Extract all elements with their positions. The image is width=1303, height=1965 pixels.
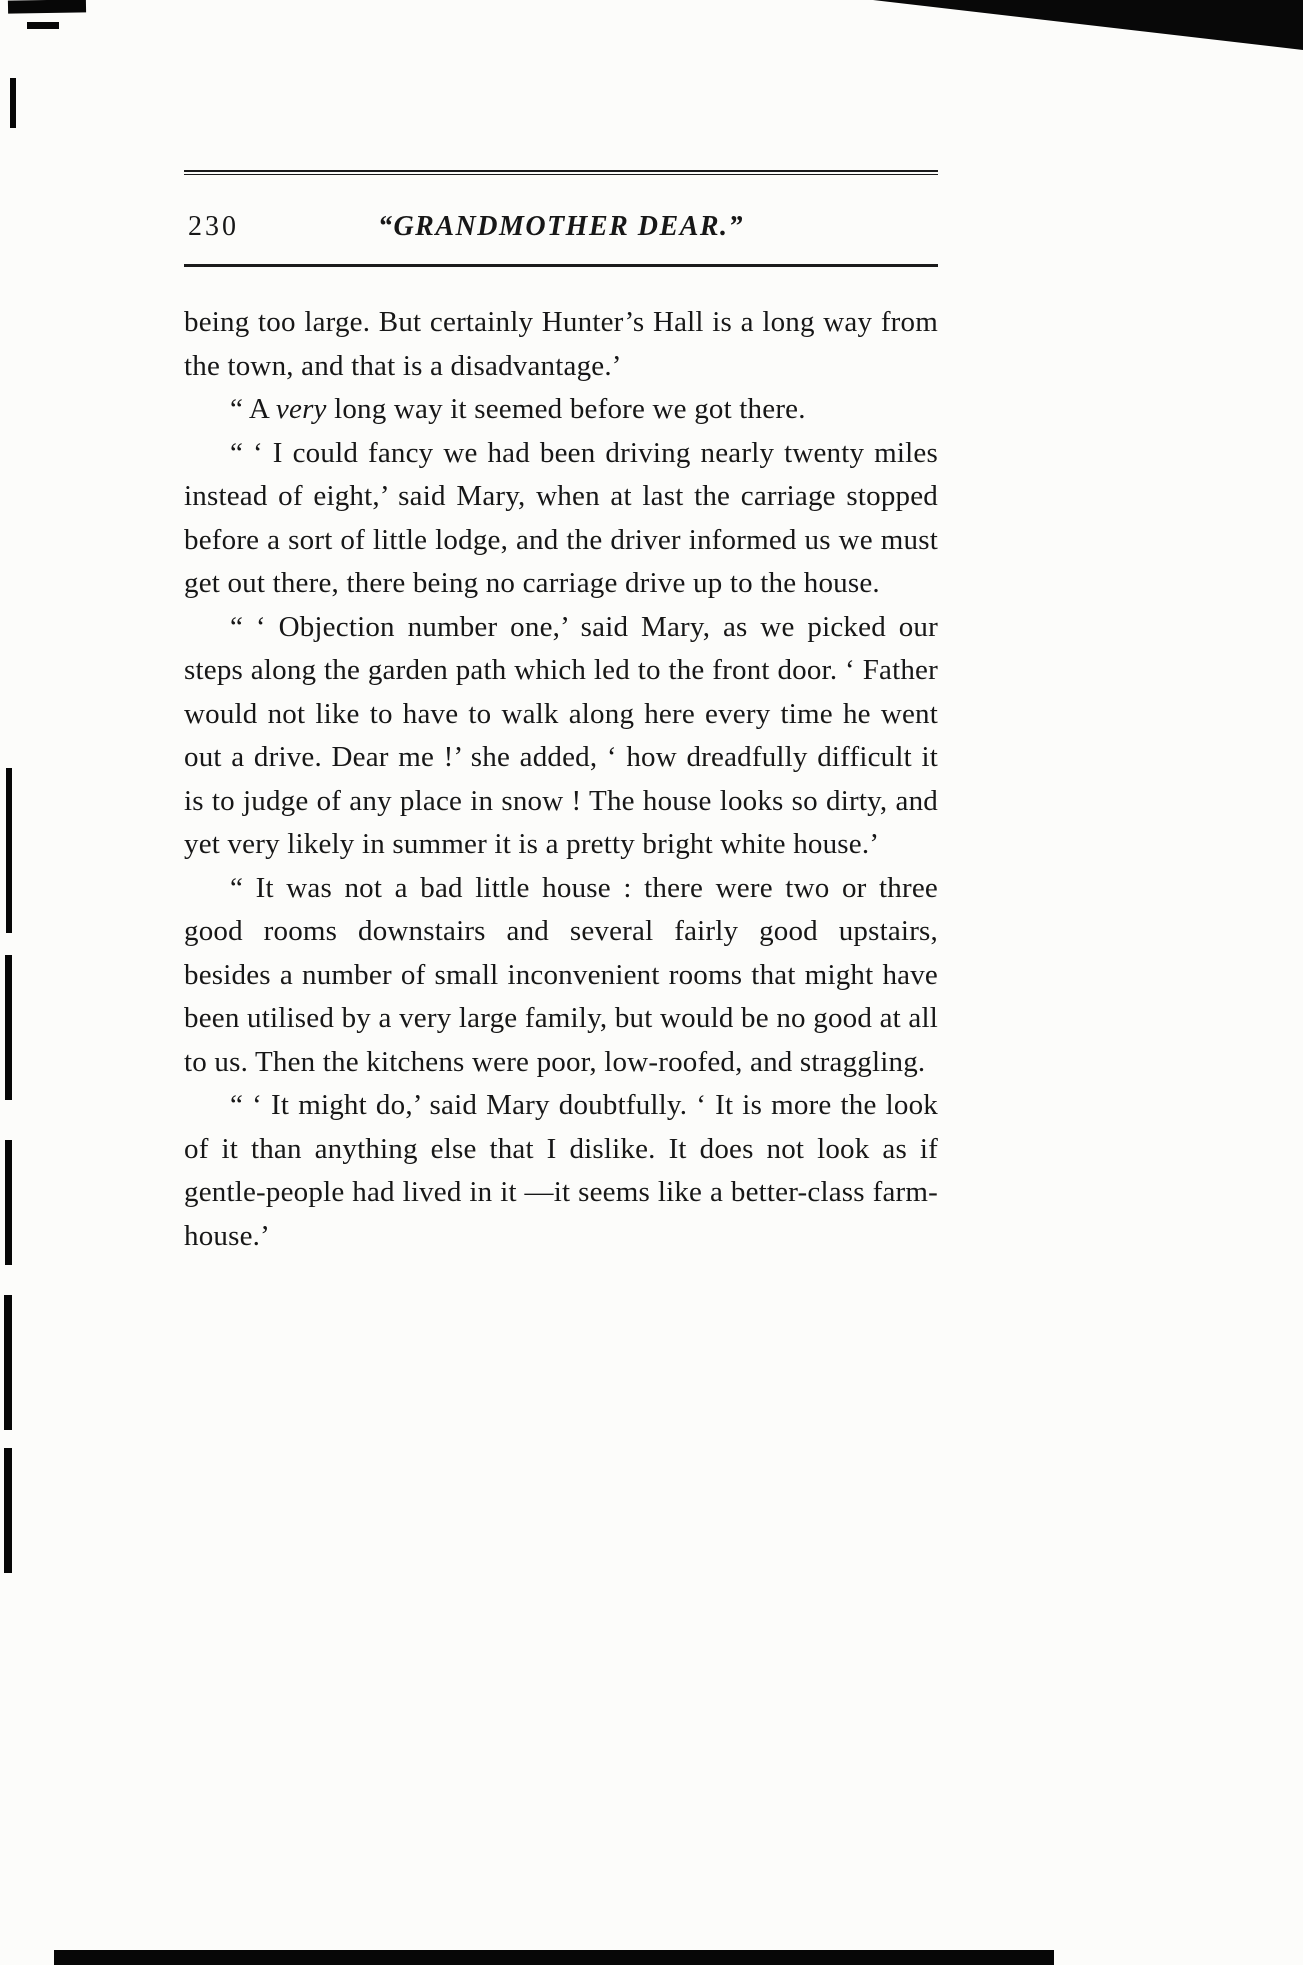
paragraph-2 (184, 388, 938, 432)
paragraph-4: “ ‘ Objection number one,’ said Mary, as we picked our steps along the garden path which led to the front door. ‘ Father would not like to have to walk along here every time he went out a drive. Dear me !’ she added, ‘ how dreadfully difficult it is to judge of any place in snow ! The house looks so dirty, and yet very likely in summer it is a pretty bright white house.’ (184, 610, 938, 860)
running-title: “GRANDMOTHER DEAR.” (377, 211, 745, 242)
paragraph-6: “ ‘ It might do,’ said Mary doubtfully. ‘ It is more the look of it than anything else that I dislike. It does not look as if gentle-people had lived in it —it seems like a better-class farm-house.’ (184, 1089, 938, 1252)
header-rule-top (184, 170, 938, 175)
paragraph-2-pre: “ A (230, 393, 276, 425)
paragraph-2-post: long way it seemed before we got there. (326, 393, 806, 425)
header-rule-bottom (184, 264, 938, 267)
scan-artifact-corner-fold (873, 0, 1303, 50)
paragraph-1: being too large. But certainly Hunter’s Hall is a long way from the town, and that is a disadvantage.’ (184, 306, 938, 382)
scan-artifact-left-edge-5 (4, 1448, 12, 1573)
scan-artifact-left-edge-3 (5, 1140, 12, 1265)
scan-artifact-bottom-edge (54, 1950, 1054, 1965)
scan-artifact-left-mark (10, 78, 16, 128)
scan-artifact-top-left-1 (8, 0, 86, 14)
page-header (184, 205, 938, 249)
scan-artifact-left-edge-4 (4, 1295, 12, 1430)
scan-artifact-top-left-2 (27, 22, 59, 29)
text-block (184, 170, 938, 1258)
paragraph-5: “ It was not a bad little house : there were two or three good rooms downstairs and several fairly good upstairs, besides a number of small inconvenient rooms that might have been utilised by a very large family, but would be no good at all to us. Then the kitchens were poor, low-roofed, and straggling. (184, 871, 938, 1078)
body-text (184, 301, 938, 1258)
italic-word: very (275, 393, 327, 425)
scan-artifact-left-edge-1 (6, 768, 12, 933)
paragraph-3: “ ‘ I could fancy we had been driving nearly twenty miles instead of eight,’ said Mary, when at last the carriage stopped before a sort of little lodge, and the driver informed us we must get out there, there being no carriage drive up to the house. (184, 436, 938, 599)
page-number: 230 (188, 211, 239, 242)
scan-artifact-left-edge-2 (5, 955, 12, 1100)
